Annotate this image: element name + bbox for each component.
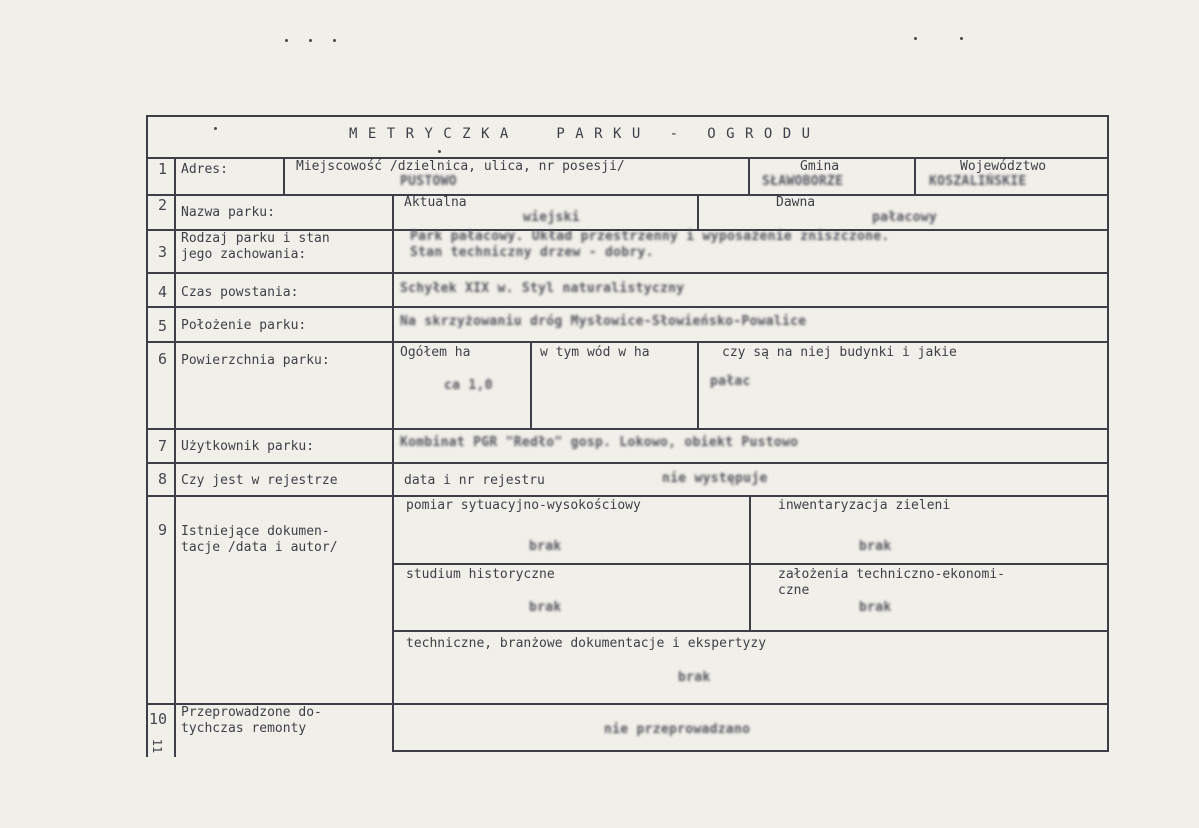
cell-divider: [530, 341, 532, 428]
tech-econ-label-line1: założenia techniczno-ekonomi-: [778, 567, 1005, 582]
frame-bottom: [393, 750, 1109, 752]
row-number: 3: [158, 243, 168, 261]
inventory-value: brak: [859, 539, 892, 554]
former-name-label: Dawna: [776, 195, 816, 210]
frame-top: [146, 115, 1109, 117]
row-line: [146, 306, 1109, 308]
register-label: Czy jest w rejestrze: [181, 473, 338, 488]
voivodeship-label: Województwo: [960, 159, 1047, 174]
user-label: Użytkownik parku:: [181, 439, 315, 454]
cell-divider: [697, 194, 699, 229]
user-value: Kombinat PGR "Redło" gosp. Lokowo, obiekt Pustowo: [400, 435, 799, 450]
cell-divider: [283, 157, 285, 194]
location-value: Na skrzyżowaniu dróg Mysłowice-Słowieńsko-Powalice: [400, 314, 807, 329]
park-type-label-line1: Rodzaj parku i stan: [181, 231, 330, 246]
park-name-label: Nazwa parku:: [181, 205, 275, 220]
buildings-value: pałac: [710, 374, 751, 389]
renovations-label-line2: tychczas remonty: [181, 721, 307, 736]
tech-econ-value: brak: [859, 600, 892, 615]
technical-docs-value: brak: [678, 670, 711, 685]
survey-label: pomiar sytuacyjno-wysokościowy: [406, 498, 641, 513]
row-number: 11: [150, 738, 165, 754]
row-number: 5: [158, 317, 168, 335]
cell-divider: [697, 341, 699, 428]
current-name-value: wiejski: [523, 210, 580, 225]
row-line: [146, 272, 1109, 274]
row-number: 7: [158, 437, 168, 455]
technical-docs-label: techniczne, branżowe dokumentacje i ekspertyzy: [406, 636, 767, 651]
total-area-label: Ogółem ha: [400, 345, 471, 360]
row-line: [146, 194, 1109, 196]
former-name-value: pałacowy: [872, 210, 938, 225]
row-line: [393, 563, 1109, 565]
survey-value: brak: [529, 539, 562, 554]
renovations-label-line1: Przeprowadzone do-: [181, 705, 322, 720]
row-line: [146, 495, 1109, 497]
label-column-line: [392, 194, 394, 752]
row-number: 2: [158, 196, 168, 214]
row-number: 1: [158, 160, 168, 178]
history-study-label: studium historyczne: [406, 567, 555, 582]
row-number: 6: [158, 350, 168, 368]
location-label: Położenie parku:: [181, 318, 307, 333]
row-line: [146, 428, 1109, 430]
frame-right: [1107, 115, 1109, 751]
park-type-label-line2: jego zachowania:: [181, 247, 307, 262]
origin-time-value: Schyłek XIX w. Styl naturalistyczny: [400, 281, 685, 296]
number-column-line: [174, 157, 176, 757]
row-line: [146, 341, 1109, 343]
total-area-value: ca 1,0: [444, 378, 493, 393]
gmina-label: Gmina: [800, 159, 840, 174]
row-number: 10: [149, 710, 168, 728]
cell-divider: [748, 157, 750, 194]
locality-value: PUSTOWO: [400, 174, 457, 189]
frame-left: [146, 115, 148, 757]
water-area-label: w tym wód w ha: [540, 345, 650, 360]
row-number: 4: [158, 283, 168, 301]
inventory-label: inwentaryzacja zieleni: [778, 498, 951, 513]
origin-time-label: Czas powstania:: [181, 285, 299, 300]
tech-econ-label-line2: czne: [778, 583, 810, 598]
row-number: 9: [158, 521, 168, 539]
documentation-label-line2: tacje /data i autor/: [181, 540, 338, 555]
cell-divider: [914, 157, 916, 194]
address-label: Adres:: [181, 162, 228, 177]
cell-divider: [749, 495, 751, 630]
voivodeship-value: KOSZALIŃSKIE: [929, 174, 1027, 189]
gmina-value: SŁAWOBORZE: [762, 174, 844, 189]
park-type-value-line2: Stan techniczny drzew - dobry.: [410, 245, 654, 260]
form-title: M E T R Y C Z K A P A R K U - O G R O D U: [349, 126, 812, 142]
register-date-label: data i nr rejestru: [404, 473, 545, 488]
locality-label: Miejscowość /dzielnica, ulica, nr posesji/: [296, 159, 625, 174]
current-name-label: Aktualna: [404, 195, 467, 210]
buildings-label: czy są na niej budynki i jakie: [722, 345, 957, 360]
park-type-value-line1: Park pałacowy. Układ przestrzenny i wyposażenie zniszczone.: [410, 229, 890, 244]
row-number: 8: [158, 470, 168, 488]
register-value: nie występuje: [662, 471, 768, 486]
history-study-value: brak: [529, 600, 562, 615]
area-label: Powierzchnia parku:: [181, 353, 330, 368]
renovations-value: nie przeprowadzano: [604, 722, 751, 737]
row-line: [393, 630, 1109, 632]
row-line: [146, 462, 1109, 464]
documentation-label-line1: Istniejące dokumen-: [181, 524, 330, 539]
